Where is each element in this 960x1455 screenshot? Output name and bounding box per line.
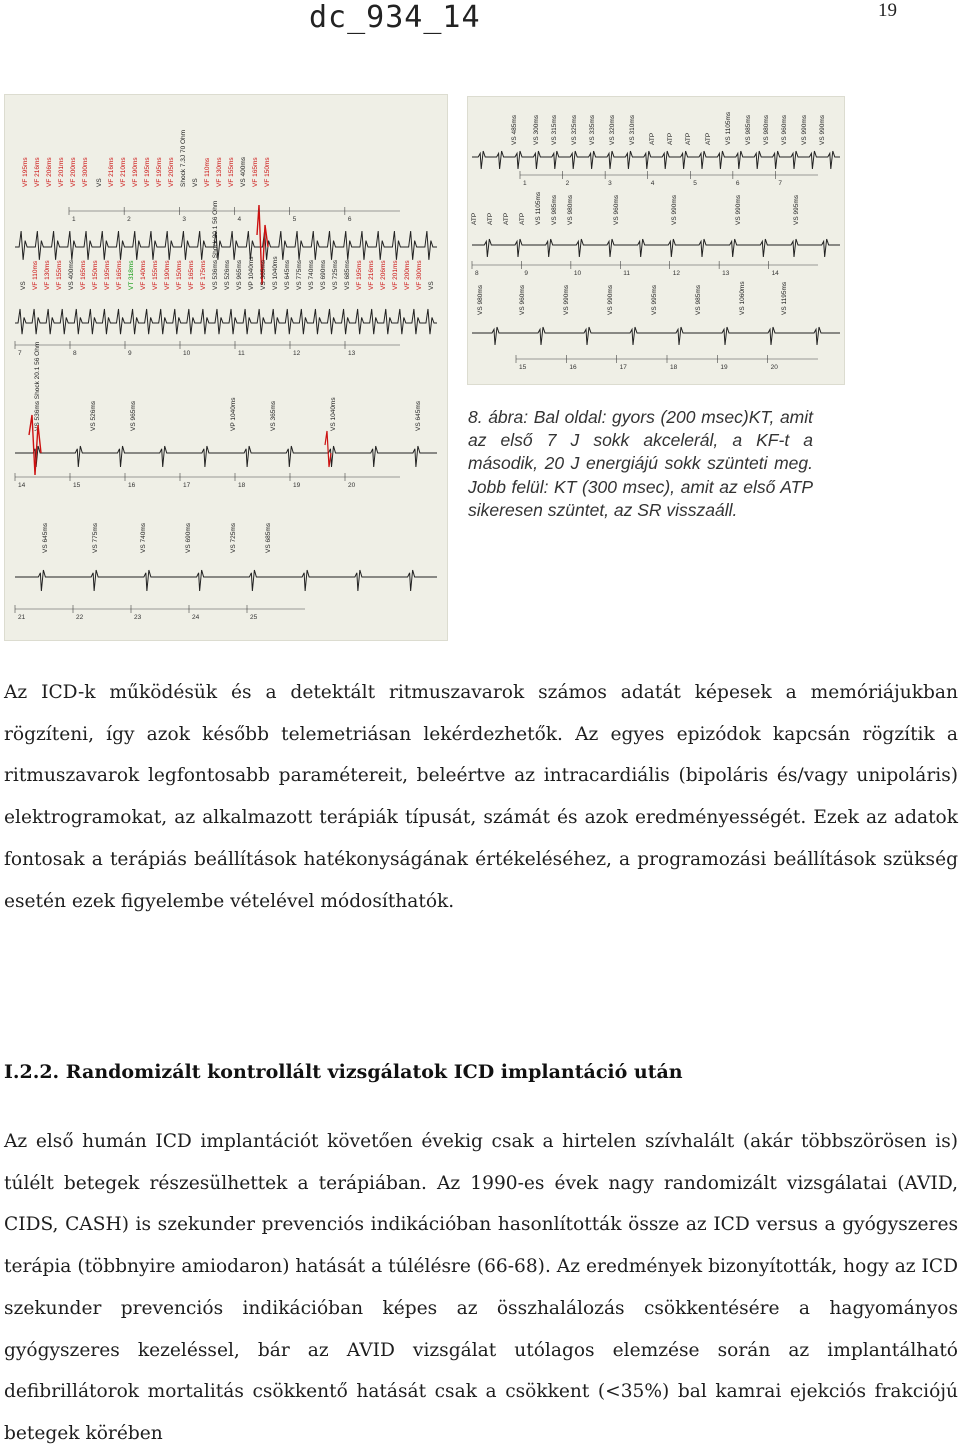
ecg-row-number: 4 (237, 216, 242, 223)
ecg-row-number: 19 (720, 364, 728, 371)
ecg-row-number: 6 (735, 180, 740, 187)
ecg-annotation: VP 1040ms (230, 397, 237, 431)
ecg-panel-right (467, 96, 845, 385)
ecg-row-number: 11 (238, 350, 245, 357)
ecg-annotation: VS 315ms (551, 115, 558, 145)
ecg-row-number: 24 (192, 614, 200, 621)
ecg-row-number: 14 (18, 482, 26, 489)
ecg-annotation: VF 206ms (46, 157, 53, 187)
ecg-annotation: VF 205ms (168, 157, 175, 187)
ecg-annotation: VS 400ms (68, 260, 75, 290)
ecg-annotation: VS 960ms (519, 285, 526, 315)
paragraph-randomized-trials: Az első humán ICD implantációt követően évekig csak a hirtelen szívhalált (akár többszörösen is) túlélt betegek részesülhettek a terápiában. Az 1990-es évek nagy randomizált vizsgálatai (AVID, CIDS, CASH) is szekunder prevenciós indikációban hasonlították össze az ICD versus a gyógyszeres terápia (többnyire amiodaron) hatását a túlélésre (66-68). Az eredmények bizonyították, hogy az ICD szekunder prevenciós indikációban képes az összhalálozás csökkentésére a hagyományos gyógyszeres kezeléssel, bár az AVID vizsgálat utólagos elemzése során az implantálható defibrillátorok mortalitás csökkentő hatását csak a csökkent (<35%) bal kamrai ejekciós frakciójú betegek körében (4, 1131, 958, 1444)
ecg-annotation: VF 165ms (116, 260, 123, 290)
ecg-row-number: 18 (238, 482, 246, 489)
ecg-annotation: VS 995ms (793, 195, 800, 225)
ecg-row-number: 22 (76, 614, 84, 621)
ecg-row-number: 9 (524, 270, 529, 277)
ecg-annotation: VS 536ms Shock 20.1 56 Ohm (212, 200, 219, 290)
ecg-row-number: 12 (672, 270, 680, 277)
ecg-row-number: 3 (608, 180, 612, 187)
ecg-row-number: 2 (127, 216, 131, 223)
ecg-annotation: VS 1105ms (725, 111, 732, 145)
ecg-annotation: VF 190ms (164, 260, 171, 290)
ecg-annotation: VS 980ms (477, 285, 484, 315)
ecg-annotation: VS 775ms (296, 260, 303, 290)
ecg-trace-vf (15, 309, 437, 334)
ecg-annotation: VF 190ms (132, 157, 139, 187)
ecg-row-number: 25 (250, 614, 258, 621)
ecg-annotation: VS (428, 281, 435, 290)
section-heading: I.2.2. Randomizált kontrollált vizsgálatok ICD implantáció után (4, 1061, 683, 1083)
ecg-annotation: VS 980ms (763, 115, 770, 145)
ecg-annotation: VS 965ms (130, 401, 137, 431)
ecg-annotation: VS 980ms (567, 195, 574, 225)
ecg-trace-vf (15, 231, 437, 260)
ecg-row-number: 9 (128, 350, 132, 357)
ecg-annotation: VS 1105ms (535, 191, 542, 225)
ecg-annotation: VS 365ms (270, 401, 277, 431)
ecg-annotation: VF 210ms (120, 157, 127, 187)
ecg-annotation: VF 195ms (356, 260, 363, 290)
ecg-annotation: ATP (519, 212, 526, 225)
ecg-trace-vs (15, 570, 437, 591)
ecg-annotation: VS 310ms (629, 115, 636, 145)
page-number: 19 (878, 0, 897, 21)
ecg-annotation: VS 1040ms (272, 256, 279, 290)
ecg-row-number: 16 (569, 364, 577, 371)
ecg-trace-vs (472, 151, 840, 169)
ecg-annotation: VS 725ms (332, 260, 339, 290)
ecg-row-number: 18 (670, 364, 678, 371)
ecg-row-number: 6 (347, 216, 352, 223)
ecg-annotation: VS 990ms (671, 195, 678, 225)
ecg-trace-vs (472, 327, 840, 345)
ecg-annotation: VS 335ms (589, 115, 596, 145)
ecg-left-svg (5, 95, 447, 640)
ecg-row-number: 19 (293, 482, 301, 489)
ecg-annotation: VF 155ms (152, 260, 159, 290)
ecg-row-number: 13 (722, 270, 730, 277)
ecg-annotation: VF 195ms (104, 260, 111, 290)
ecg-row-number: 3 (182, 216, 186, 223)
ecg-annotation: VS 645ms (42, 523, 49, 553)
ecg-annotation: VS 990ms (735, 195, 742, 225)
ecg-annotation: ATP (487, 212, 494, 225)
ecg-annotation: VS (192, 178, 199, 187)
ecg-annotation: VF 175ms (200, 260, 207, 290)
ecg-row-number: 17 (183, 482, 191, 489)
ecg-annotation: VS 1195ms (781, 281, 788, 315)
ecg-annotation: VF 155ms (56, 260, 63, 290)
ecg-row-number: 2 (565, 180, 570, 187)
ecg-annotation: VF 110ms (204, 157, 211, 187)
ecg-row-number: 12 (293, 350, 301, 357)
ecg-annotation: VS 740ms (140, 523, 147, 553)
ecg-annotation: ATP (649, 132, 656, 145)
ecg-row-number: 11 (623, 270, 631, 277)
ecg-annotation: VS 990ms (563, 285, 570, 315)
ecg-annotation: VF 165ms (80, 260, 87, 290)
ecg-annotation: VF 130ms (216, 157, 223, 187)
ecg-annotation: VF 216ms (34, 157, 41, 187)
page-header-code: dc_934_14 (309, 0, 481, 35)
ecg-annotation: VS 1060ms (739, 281, 746, 315)
ecg-annotation: VS 526ms (90, 401, 97, 431)
ecg-annotation: ATP (667, 132, 674, 145)
ecg-annotation: VS 995ms (651, 285, 658, 315)
ecg-annotation: VS 990ms (607, 285, 614, 315)
ecg-row-number: 5 (693, 180, 697, 187)
ecg-row-number: 1 (72, 216, 76, 223)
ecg-annotation: VF 165ms (252, 157, 259, 187)
ecg-row-number: 20 (770, 364, 778, 371)
ecg-annotation: VF 300ms (416, 260, 423, 290)
ecg-annotation: ATP (685, 132, 692, 145)
ecg-annotation: VF 300ms (82, 157, 89, 187)
ecg-row-number: 5 (292, 216, 297, 223)
ecg-annotation: VS 985ms (695, 285, 702, 315)
ecg-row-number: 7 (778, 180, 783, 187)
ecg-annotation: VT 318ms (128, 260, 135, 290)
ecg-annotation: VF 200ms (404, 260, 411, 290)
ecg-annotation: VS 325ms (571, 115, 578, 145)
ecg-annotation: VS 685ms (265, 523, 272, 553)
ecg-annotation: VF 150ms (264, 157, 271, 187)
ecg-row-number: 8 (475, 270, 479, 277)
ecg-annotation: VS (20, 281, 27, 290)
ecg-annotation: VF 195ms (156, 157, 163, 187)
ecg-annotation: VS 645ms (415, 401, 422, 431)
ecg-row-number: 20 (348, 482, 356, 489)
ecg-row-number: 23 (134, 614, 142, 621)
ecg-annotation: Shock 7.3J 70 Ohm (180, 129, 187, 187)
ecg-annotation: VS 1040ms (330, 397, 337, 431)
ecg-annotation: VS 685ms (344, 260, 351, 290)
ecg-annotation: VF 130ms (44, 260, 51, 290)
ecg-annotation: VF 206ms (380, 260, 387, 290)
ecg-annotation: VF 140ms (140, 260, 147, 290)
ecg-annotation: VS (96, 178, 103, 187)
figure-caption: 8. ábra: Bal oldal: gyors (200 msec)KT, amit az első 7 J sokk akcelerál, a KF-t a második, 20 J energiájú sokk szünteti meg. Jobb felül: KT (300 msec), amit az első ATP sikeresen szüntet, az SR visszaáll. (468, 407, 813, 520)
ecg-annotation: VS 985ms (551, 195, 558, 225)
ecg-annotation: VS 320ms (609, 115, 616, 145)
ecg-annotation: VF 201ms (392, 260, 399, 290)
ecg-annotation: VS 536ms Shock 20.1 56 Ohm (34, 341, 41, 431)
ecg-annotation: VS 965ms (236, 260, 243, 290)
ecg-row-number: 17 (619, 364, 627, 371)
ecg-row-number: 8 (73, 350, 77, 357)
ecg-annotation: VS 485ms (511, 115, 518, 145)
ecg-annotation: VS 690ms (185, 523, 192, 553)
ecg-annotation: VF 165ms (188, 260, 195, 290)
ecg-annotation: ATP (705, 132, 712, 145)
ecg-annotation: VS 775ms (92, 523, 99, 553)
ecg-annotation: ATP (471, 212, 478, 225)
ecg-annotation: VF 216ms (368, 260, 375, 290)
ecg-row-number: 10 (183, 350, 191, 357)
ecg-annotation: VF 155ms (228, 157, 235, 187)
ecg-annotation: VS 990ms (801, 115, 808, 145)
ecg-row-number: 15 (73, 482, 81, 489)
ecg-trace-vs (15, 446, 437, 467)
ecg-annotation: VF 200ms (70, 157, 77, 187)
ecg-annotation: VS 725ms (230, 523, 237, 553)
ecg-row-number: 14 (771, 270, 779, 277)
ecg-annotation: VS 645ms (284, 260, 291, 290)
ecg-row-number: 15 (519, 364, 527, 371)
paragraph-icd-memory: Az ICD-k működésük és a detektált ritmuszavarok számos adatát képesek a memóriájukban rögzíteni, így azok később telemetriásan lekérdezhetők. Az egyes epizódok kapcsán rögzítik a ritmuszavarok legfontosabb paramétereit, beleértve az intracardiális (bipoláris és/vagy unipoláris) elektrogramokat, az alkalmazott terápiák típusát, számát és azok eredményességét. Ezek az adatok fontosak a terápiás beállítások hatékonyságának értékeléséhez, a programozási beállítások szükség esetén ezek figyelembe vételével módosíthatók. (4, 682, 958, 912)
ecg-row-number: 13 (348, 350, 356, 357)
ecg-annotation: VP 1040ms (248, 256, 255, 290)
ecg-annotation: VF 150ms (176, 260, 183, 290)
ecg-annotation: VS 365ms (260, 260, 267, 290)
ecg-annotation: VF 195ms (144, 157, 151, 187)
ecg-annotation: VF 150ms (92, 260, 99, 290)
ecg-annotation: VS 960ms (781, 115, 788, 145)
ecg-row-number: 7 (18, 350, 22, 357)
ecg-row-number: 21 (18, 614, 26, 621)
ecg-annotation: VF 195ms (22, 157, 29, 187)
ecg-annotation: VS 300ms (533, 115, 540, 145)
ecg-annotation: VS 990ms (819, 115, 826, 145)
ecg-row-number: 1 (523, 180, 527, 187)
ecg-row-number: 10 (573, 270, 582, 277)
ecg-panel-left (4, 94, 448, 641)
ecg-annotation: VF 201ms (58, 157, 65, 187)
ecg-annotation: VS 960ms (613, 195, 620, 225)
ecg-annotation: ATP (503, 212, 510, 225)
ecg-annotation: VS 985ms (745, 115, 752, 145)
ecg-annotation: VF 110ms (32, 260, 39, 290)
ecg-row-number: 4 (650, 180, 655, 187)
ecg-row-number: 16 (128, 482, 136, 489)
ecg-annotation: VF 216ms (108, 157, 115, 187)
ecg-annotation: VS 526ms (224, 260, 231, 290)
ecg-annotation: VS 740ms (308, 260, 315, 290)
ecg-annotation: VS 400ms (240, 157, 247, 187)
ecg-annotation: VS 690ms (320, 260, 327, 290)
ecg-trace-vs (472, 239, 840, 257)
ecg-right-svg (468, 97, 844, 384)
